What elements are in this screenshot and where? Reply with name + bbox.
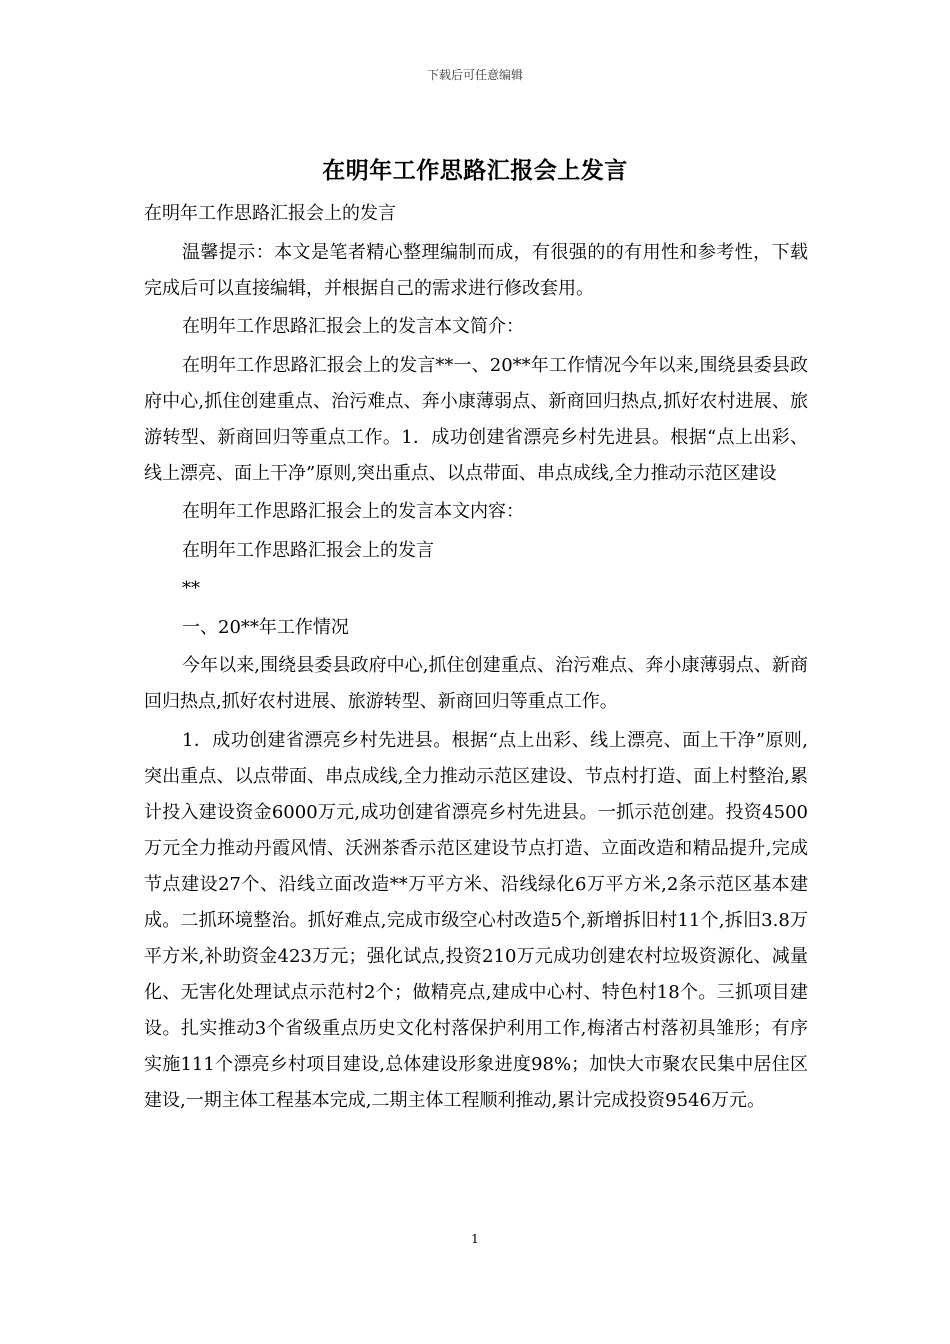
document-title: 在明年工作思路汇报会上发言 [322, 157, 628, 184]
paragraph-tip: 温馨提示：本文是笔者精心整理编制而成，有很强的的有用性和参考性，下载完成后可以直接编辑，并根据自己的需求进行修改套用。 [144, 241, 808, 299]
paragraph-overview: 今年以来,围绕县委县政府中心,抓住创建重点、治污难点、奔小康薄弱点、新商回归热点,抓好农村进展、旅游转型、新商回归等重点工作。 [144, 655, 808, 712]
paragraph-placeholder: ** [182, 578, 200, 599]
paragraph-summary-heading: 在明年工作思路汇报会上的发言本文简介： [182, 316, 524, 337]
page-number: 1 [471, 1232, 479, 1246]
header-note: 下载后可任意编辑 [426, 68, 523, 82]
section-heading: 一、20**年工作情况 [182, 616, 349, 638]
document-body [144, 196, 808, 1121]
paragraph-item-1: 1．成功创建省漂亮乡村先进县。根据“点上出彩、线上漂亮、面上干净”原则,突出重点、以点带面、串点成线,全力推动示范区建设、节点村打造、面上村整治,累计投入建设资金6000万元,成功创建省漂亮乡村先进县。一抓示范创建。投资4500万元全力推动丹霞风情、沃洲茶香示范区建设节点打造、立面改造和精品提升,完成节点建设27个、沿线立面改造**万平方米、沿线绿化6万平方米,2条示范区基本建成。二抓环境整治。抓好难点,完成市级空心村改造5个,新增拆旧村11个,拆旧3.8万平方米,补助资金423万元；强化试点,投资210万元成功创建农村垃圾资源化、减量化、无害化处理试点示范村2个；做精亮点,建成中心村、特色村18个。三抓项目建设。扎实推动3个省级重点历史文化村落保护利用工作,梅渚古村落初具雏形；有序实施111个漂亮乡村项目建设,总体建设形象进度98%；加快大市聚农民集中居住区建设,一期主体工程基本完成,二期主体工程顺利推动,累计完成投资9546万元。 [144, 729, 808, 1111]
paragraph-subtitle: 在明年工作思路汇报会上的发言 [144, 203, 396, 224]
paragraph-content-title: 在明年工作思路汇报会上的发言 [182, 539, 434, 561]
paragraph-content-heading: 在明年工作思路汇报会上的发言本文内容： [182, 501, 524, 522]
paragraph-summary: 在明年工作思路汇报会上的发言**一、20**年工作情况今年以来,围绕县委县政府中心,抓住创建重点、治污难点、奔小康薄弱点、新商回归热点,抓好农村进展、旅游转型、新商回归等重点工作。1．成功创建省漂亮乡村先进县。根据“点上出彩、线上漂亮、面上干净”原则,突出重点、以点带面、串点成线,全力推动示范区建设 [144, 354, 808, 484]
